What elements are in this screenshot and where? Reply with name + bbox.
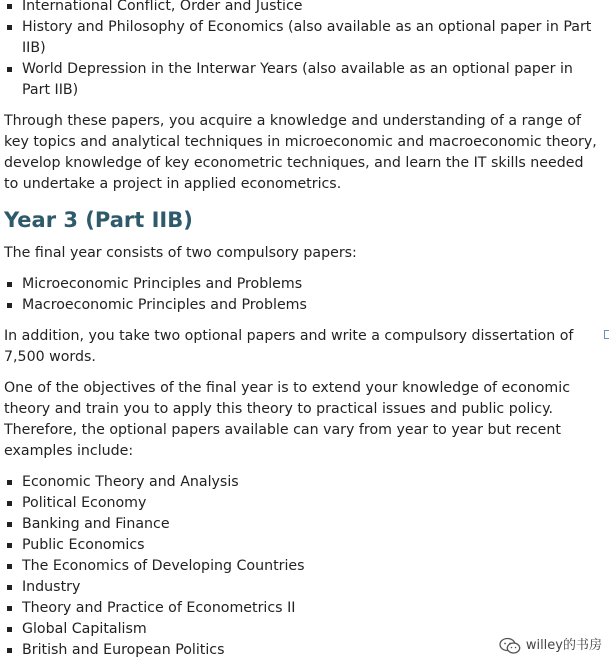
list-item: Political Economy	[4, 493, 602, 514]
list-item: Economic Theory and Analysis	[4, 472, 602, 493]
list-item: Microeconomic Principles and Problems	[4, 274, 602, 295]
part-iia-options-list	[4, 0, 602, 101]
list-item: History and Philosophy of Economics (also available as an optional paper in Part IIB)	[4, 17, 602, 59]
list-item: International Conflict, Order and Justice	[4, 0, 602, 17]
list-item: British and European Politics	[4, 640, 602, 661]
section-heading-year-3: Year 3 (Part IIB)	[4, 208, 193, 232]
paragraph-final-year: The final year consists of two compulsory papers:	[4, 245, 357, 261]
list-item: The Economics of Developing Countries	[4, 556, 602, 577]
watermark	[499, 637, 602, 655]
list-item: Macroeconomic Principles and Problems	[4, 295, 602, 316]
optional-papers-list	[4, 472, 602, 661]
list-item: Public Economics	[4, 535, 602, 556]
watermark-text: willey的书房	[525, 638, 602, 653]
list-item: World Depression in the Interwar Years (also available as an optional paper in Part IIB)	[4, 59, 602, 101]
list-item: Banking and Finance	[4, 514, 602, 535]
paragraph-objectives: One of the objectives of the final year is to extend your knowledge of economic theory and train you to apply this theory to practical issues and public policy. Therefore, the optional papers available can vary from year to year but recent examples include:	[4, 380, 570, 459]
compulsory-papers-list	[4, 274, 602, 316]
paragraph-in-addition: In addition, you take two optional papers and write a compulsory dissertation of 7,500 words.	[4, 328, 574, 365]
paragraph-through-these-papers: Through these papers, you acquire a knowledge and understanding of a range of key topics and analytical techniques in microeconomic and macroeconomic theory, develop knowledge of key econometric techniques, and learn the IT skills needed to undertake a project in applied econometrics.	[4, 113, 597, 192]
wechat-icon	[499, 637, 521, 655]
list-item: Global Capitalism	[4, 619, 602, 640]
edge-marker	[604, 330, 609, 339]
list-item: Industry	[4, 577, 602, 598]
list-item: Theory and Practice of Econometrics II	[4, 598, 602, 619]
page-content	[4, 0, 602, 661]
